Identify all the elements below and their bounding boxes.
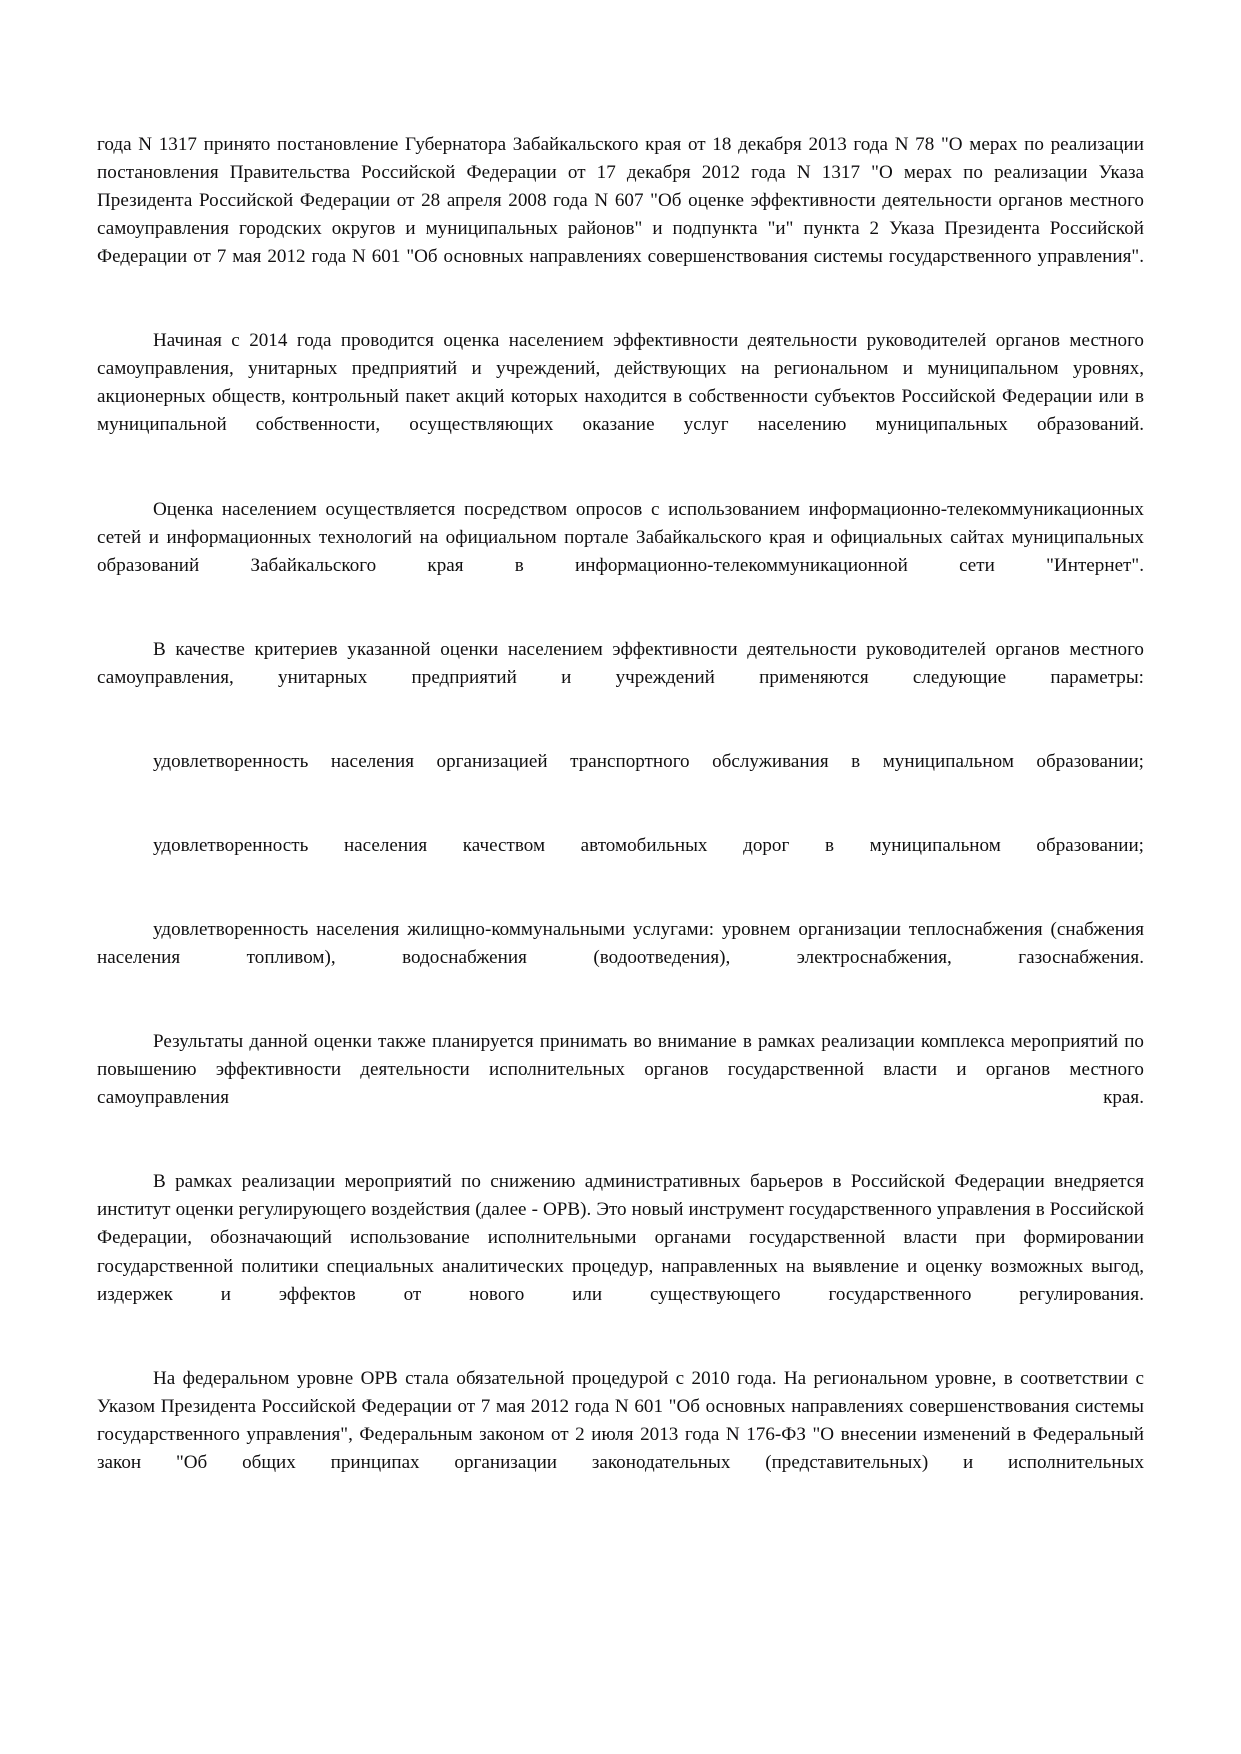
paragraph-criterion-utilities: удовлетворенность населения жилищно-коммунальными услугами: уровнем организации теплоснабжения (снабжения населения топливом), водоснабжения (водоотведения), электроснабжения, газоснабжения. (97, 919, 1144, 969)
paragraph-assessment-start-2014: Начиная с 2014 года проводится оценка населением эффективности деятельности руководителей органов местного самоуправления, унитарных предприятий и учреждений, действующих на региональном и муниципальном уровнях, акционерных обществ, контрольный пакет акций которых находится в собственности субъектов Российской Федерации или в муниципальной собственности, осуществляющих оказание услуг населению муниципальных образований. (97, 330, 1144, 436)
paragraph-criterion-roads: удовлетворенность населения качеством автомобильных дорог в муниципальном образовании; (153, 834, 1144, 856)
paragraph-orv-federal-level: На федеральном уровне ОРВ стала обязательной процедурой с 2010 года. На региональном уровне, в соответствии с Указом Президента Российской Федерации от 7 мая 2012 года N 601 "Об основных направлениях совершенствования системы государственного управления", Федеральным законом от 2 июля 2013 года N 176-ФЗ "О внесении изменений в Федеральный закон "Об общих принципах организации законодательных (представительных) и исполнительных (97, 1367, 1144, 1473)
paragraph-criteria-intro: В качестве критериев указанной оценки населением эффективности деятельности руководителей органов местного самоуправления, унитарных предприятий и учреждений применяются следующие параметры: (97, 638, 1144, 688)
paragraph-orv-introduction: В рамках реализации мероприятий по снижению административных барьеров в Российской Федерации внедряется институт оценки регулирующего воздействия (далее - ОРВ). Это новый инструмент государственного управления в Российской Федерации, обозначающий использование исполнительными органами государственной власти при формировании государственной политики специальных аналитических процедур, направленных на выявление и оценку возможных выгод, издержек и эффектов от нового или существующего государственного регулирования. (97, 1171, 1144, 1305)
paragraph-criterion-transport: удовлетворенность населения организацией транспортного обслуживания в муниципальном образовании; (153, 750, 1144, 772)
paragraph-results-usage: Результаты данной оценки также планируется принимать во внимание в рамках реализации комплекса мероприятий по повышению эффективности деятельности исполнительных органов государственной власти и органов местного самоуправления края. (97, 1031, 1144, 1109)
paragraph-assessment-method: Оценка населением осуществляется посредством опросов с использованием информационно-телекоммуникационных сетей и информационных технологий на официальном портале Забайкальского края и официальных сайтах муниципальных образований Забайкальского края в информационно-телекоммуникационной сети "Интернет". (97, 498, 1144, 576)
document-text-column (97, 131, 1144, 1505)
paragraph-continuation-governor-decree: года N 1317 принято постановление Губернатора Забайкальского края от 18 декабря 2013 года N 78 "О мерах по реализации постановления Правительства Российской Федерации от 17 декабря 2012 года N 1317 "О мерах по реализации Указа Президента Российской Федерации от 28 апреля 2008 года N 607 "Об оценке эффективности деятельности органов местного самоуправления городских округов и муниципальных районов" и подпункта "и" пункта 2 Указа Президента Российской Федерации от 7 мая 2012 года N 601 "Об основных направлениях совершенствования системы государственного управления". (97, 134, 1144, 268)
